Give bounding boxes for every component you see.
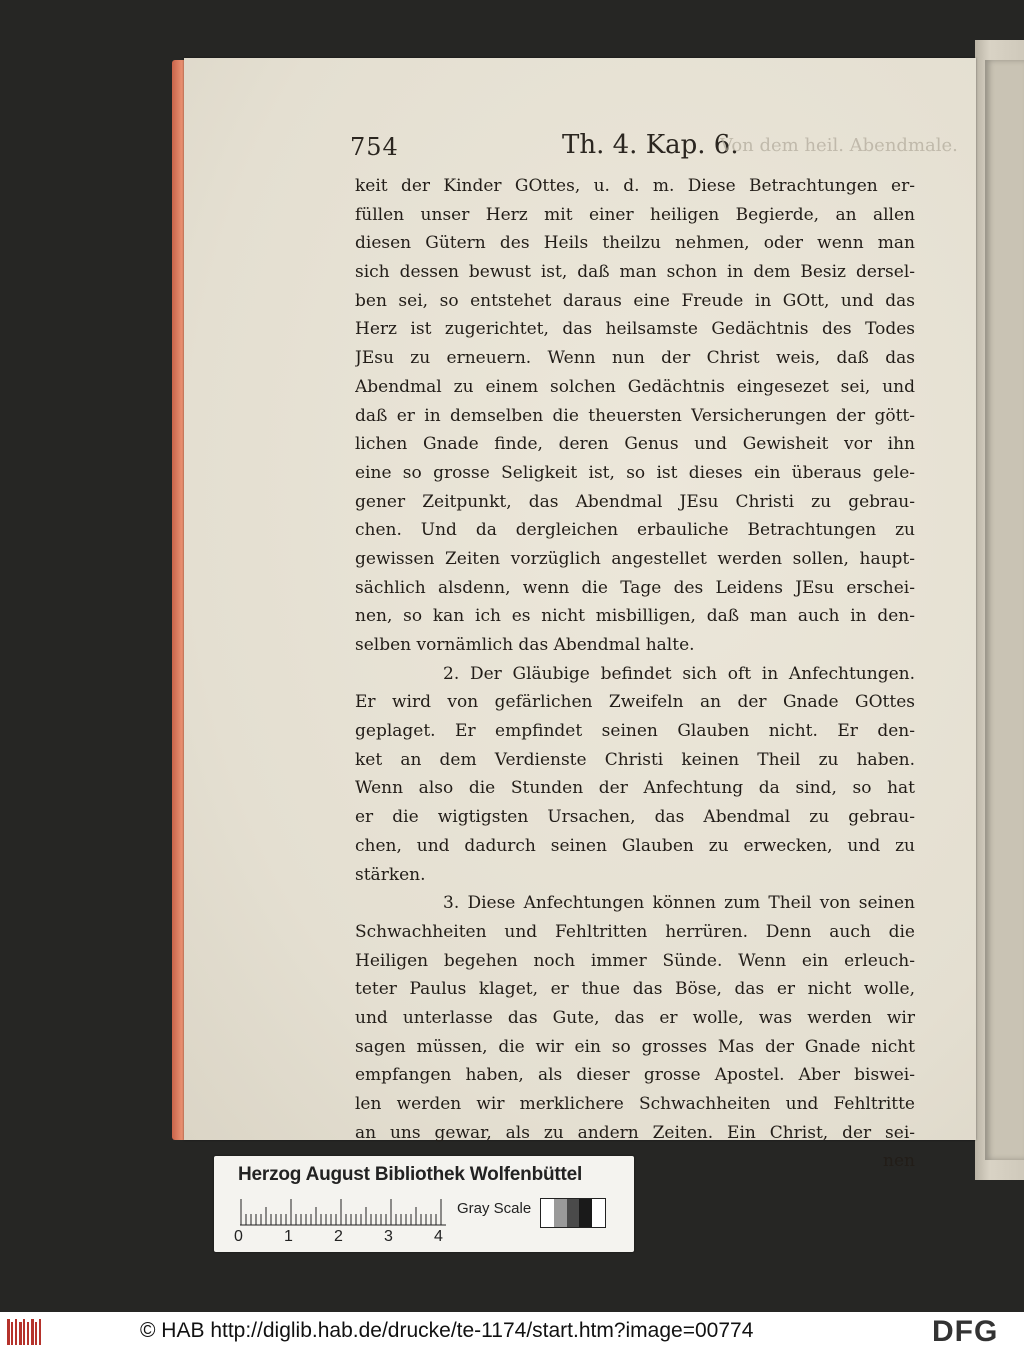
copyright-link[interactable]: © HAB http://diglib.hab.de/drucke/te-1174/start.htm?image=00774 (140, 1319, 754, 1342)
text-line: Abendmal zu einem solchen Gedächtnis eingesezet sei, und (355, 376, 915, 397)
bleed-through-text: Von dem heil. Abendmale. (720, 135, 958, 156)
text-line: nen (883, 1151, 915, 1172)
logo-bar (35, 1322, 37, 1345)
library-name: Herzog August Bibliothek Wolfenbüttel (238, 1164, 583, 1185)
text-line: diesen Gütern des Heils theilzu nehmen, oder wenn man (355, 233, 915, 254)
gray-scale-patches (540, 1198, 606, 1228)
text-line: gener Zeitpunkt, das Abendmal JEsu Christi zu gebrau- (355, 491, 915, 512)
text-line: lichen Gnade finde, deren Genus und Gewisheit vor ihn (355, 434, 915, 455)
text-line: selben vornämlich das Abendmal halte. (355, 635, 695, 655)
next-page-shadow (985, 60, 1024, 1160)
gray-patch (554, 1199, 567, 1227)
text-line: 2. Der Gläubige befindet sich oft in Anfechtungen. (443, 663, 915, 684)
text-line: nen, so kan ich es nicht misbilligen, daß man auch in den- (355, 606, 915, 627)
text-line: sagen müssen, die wir ein so grosses Mas der Gnade nicht (355, 1036, 915, 1057)
text-line: teter Paulus klaget, er thue das Böse, das er nicht wolle, (355, 979, 915, 1000)
text-line: er die wigtigsten Ursachen, das Abendmal zu gebrau- (355, 807, 915, 828)
text-line: JEsu zu erneuern. Wenn nun der Christ weis, daß das (355, 348, 915, 369)
logo-bar (19, 1322, 22, 1345)
logo-bar (7, 1319, 10, 1345)
text-line: Wenn also die Stunden der Anfechtung da sind, so hat (355, 778, 915, 799)
text-line: daß er in demselben die theuersten Versicherungen der gött- (355, 405, 915, 426)
gray-scale-label: Gray Scale (457, 1200, 532, 1217)
text-line: 3. Diese Anfechtungen können zum Theil von seinen (443, 893, 915, 914)
color-calibration-card (214, 1156, 634, 1252)
logo-bar (31, 1319, 34, 1345)
logo-bar (11, 1322, 13, 1345)
ruler-label: 4 (434, 1228, 443, 1245)
footer-bar (0, 1312, 1024, 1352)
logo-bar (15, 1319, 17, 1345)
text-line: Schwachheiten und Fehltritten herrüren. Denn auch die (355, 921, 915, 942)
logo-bar (39, 1319, 41, 1345)
running-title: Th. 4. Kap. 6. (562, 130, 739, 160)
hab-logo-icon (6, 1319, 42, 1345)
text-line: ket an dem Verdienste Christi keinen Theil zu haben. (355, 749, 915, 770)
ruler-label: 1 (284, 1228, 293, 1245)
page-text (355, 172, 915, 1176)
text-line: geplaget. Er empfindet seinen Glauben nicht. Er den- (355, 721, 915, 742)
ruler-label: 3 (384, 1228, 393, 1245)
text-line: Herz ist zugerichtet, das heilsamste Gedächtnis des Todes (355, 319, 915, 340)
ruler-scale (240, 1198, 446, 1226)
text-line: chen. Und da dergleichen erbauliche Betrachtungen zu (355, 520, 915, 541)
text-line: Heiligen begehen noch immer Sünde. Wenn ein erleuch- (355, 950, 915, 971)
text-line: an uns gewar, als zu andern Zeiten. Ein Christ, der sei- (355, 1122, 915, 1143)
ruler-label: 2 (334, 1228, 343, 1245)
text-line: keit der Kinder GOttes, u. d. m. Diese Betrachtungen er- (355, 176, 915, 196)
gray-patch (567, 1199, 580, 1227)
text-line: sächlich alsdenn, wenn die Tage des Leidens JEsu erschei- (355, 577, 915, 598)
gray-patch (579, 1199, 592, 1227)
ruler-label: 0 (234, 1228, 243, 1245)
text-line: Er wird von gefärlichen Zweifeln an der Gnade GOttes (355, 692, 915, 713)
ruler-labels (234, 1228, 474, 1248)
dfg-logo: DFG (932, 1315, 999, 1348)
text-line: stärken. (355, 864, 426, 885)
text-line: gewissen Zeiten vorzüglich angestellet werden sollen, haupt- (355, 548, 915, 569)
text-line: sich dessen bewust ist, daß man schon in dem Besiz dersel- (355, 262, 915, 283)
text-line: chen, und dadurch seinen Glauben zu erwecken, und zu (355, 835, 915, 856)
text-line: und unterlasse das Gute, das er wolle, was werden wir (355, 1007, 915, 1028)
text-line: empfangen haben, als dieser grosse Apostel. Aber biswei- (355, 1065, 915, 1086)
text-line: füllen unser Herz mit einer heiligen Begierde, an allen (355, 204, 915, 225)
page-number: 754 (350, 133, 399, 161)
text-line: ben sei, so entstehet daraus eine Freude in GOtt, und das (355, 290, 915, 311)
logo-bar (27, 1322, 29, 1345)
text-line: len werden wir merklichere Schwachheiten und Fehltritte (355, 1094, 915, 1114)
text-line: eine so grosse Seligkeit ist, so ist dieses ein überaus gele- (355, 462, 915, 483)
gray-patch (541, 1199, 554, 1227)
logo-bar (23, 1319, 25, 1345)
gray-patch (592, 1199, 605, 1227)
